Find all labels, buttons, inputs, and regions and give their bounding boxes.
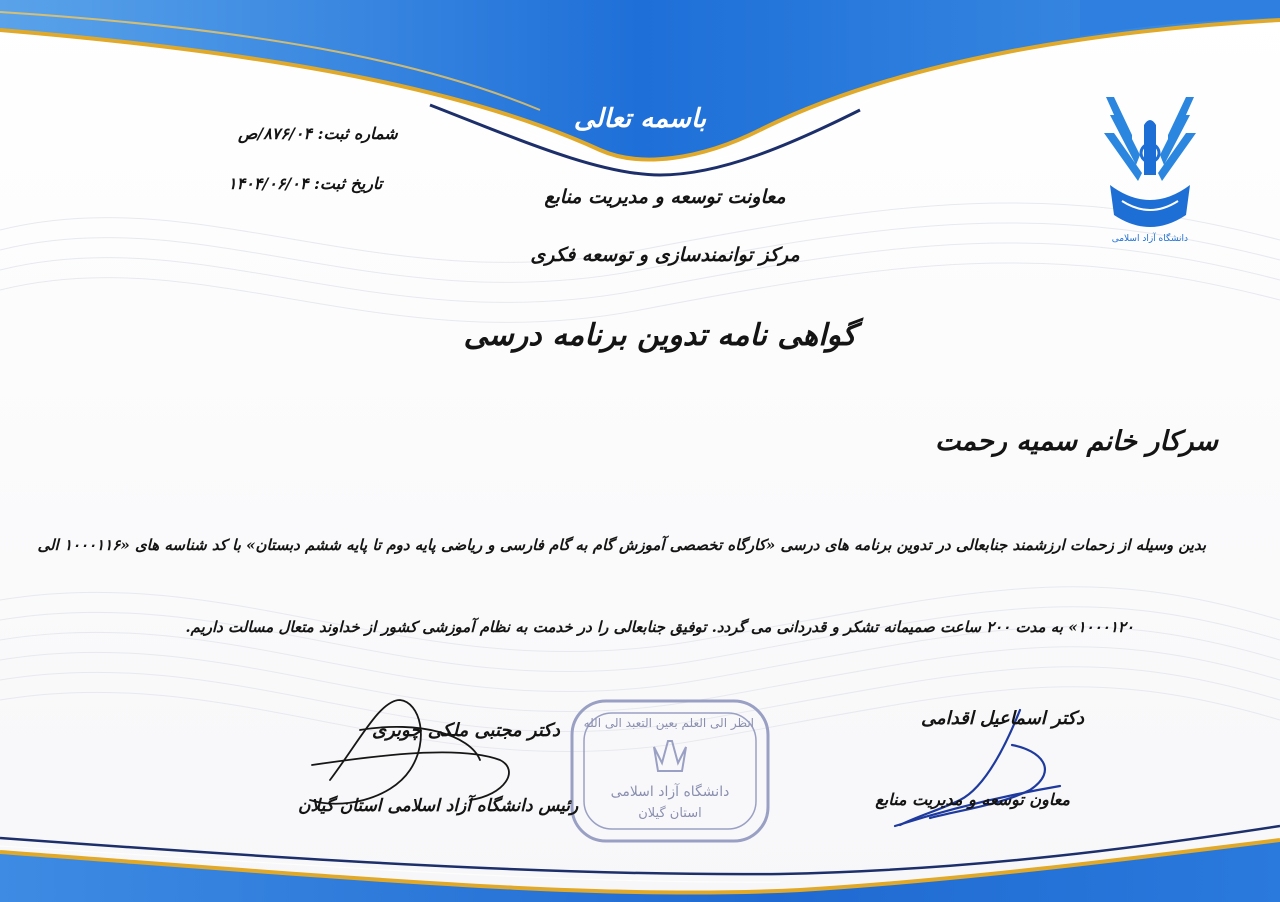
body-line-1: بدین وسیله از زحمات ارزشمند جنابعالی در تدوین برنامه های درسی «کارگاه تخصصی آموزش گام به گام فارسی و ریاضی پایه دوم تا پایه ششم دبستان» با کد شناسه های «۱۰۰۰۱۱۶ الی xyxy=(37,536,1206,554)
registration-number xyxy=(238,124,398,143)
registration-date-value: ۱۴۰۴/۰۶/۰۴ xyxy=(228,174,309,193)
right-signatory-title: معاون توسعه و مدیریت منابع xyxy=(875,790,1070,809)
logo-caption: دانشگاه آزاد اسلامی xyxy=(1111,234,1188,244)
right-signatory-name: دکتر اسماعیل اقدامی xyxy=(921,708,1084,729)
left-signature-mark xyxy=(310,700,509,804)
issuer-line-1: معاونت توسعه و مدیریت منابع xyxy=(544,186,786,208)
stamp-arc-text: انظر الی العلم بعین التعبد الی الله xyxy=(583,716,754,730)
body-line-2: ۱۰۰۰۱۲۰» به مدت ۲۰۰ ساعت صمیمانه تشکر و قدردانی می گردد. توفیق جنابعالی را در خدمت به نظام آموزشی کشور از خداوند متعال مسالت داریم. xyxy=(185,618,1134,636)
registration-number-label: شماره ثبت: xyxy=(317,124,398,143)
heading-basmala: باسمه تعالی xyxy=(573,104,707,134)
registration-date xyxy=(228,174,382,193)
registration-number-value: ۸۷۶/۰۴/ص xyxy=(238,124,312,143)
top-wave-band xyxy=(0,0,1280,175)
certificate-title: گواهی نامه تدوین برنامه درسی xyxy=(463,318,857,353)
issuer-line-2: مرکز توانمندسازی و توسعه فکری xyxy=(530,244,800,266)
bottom-wave-band xyxy=(0,826,1280,902)
stamp-line-2: استان گیلان xyxy=(638,806,702,821)
left-signatory-name: دکتر مجتبی ملکی چوبری xyxy=(372,720,560,741)
stamp-line-1: دانشگاه آزاد اسلامی xyxy=(610,784,730,800)
guilloche-pattern xyxy=(0,203,1280,752)
recipient-name: سرکار خانم سمیه رحمت xyxy=(935,426,1218,457)
left-signatory-title: رئیس دانشگاه آزاد اسلامی استان گیلان xyxy=(298,796,579,816)
registration-date-label: تاریخ ثبت: xyxy=(314,174,383,193)
